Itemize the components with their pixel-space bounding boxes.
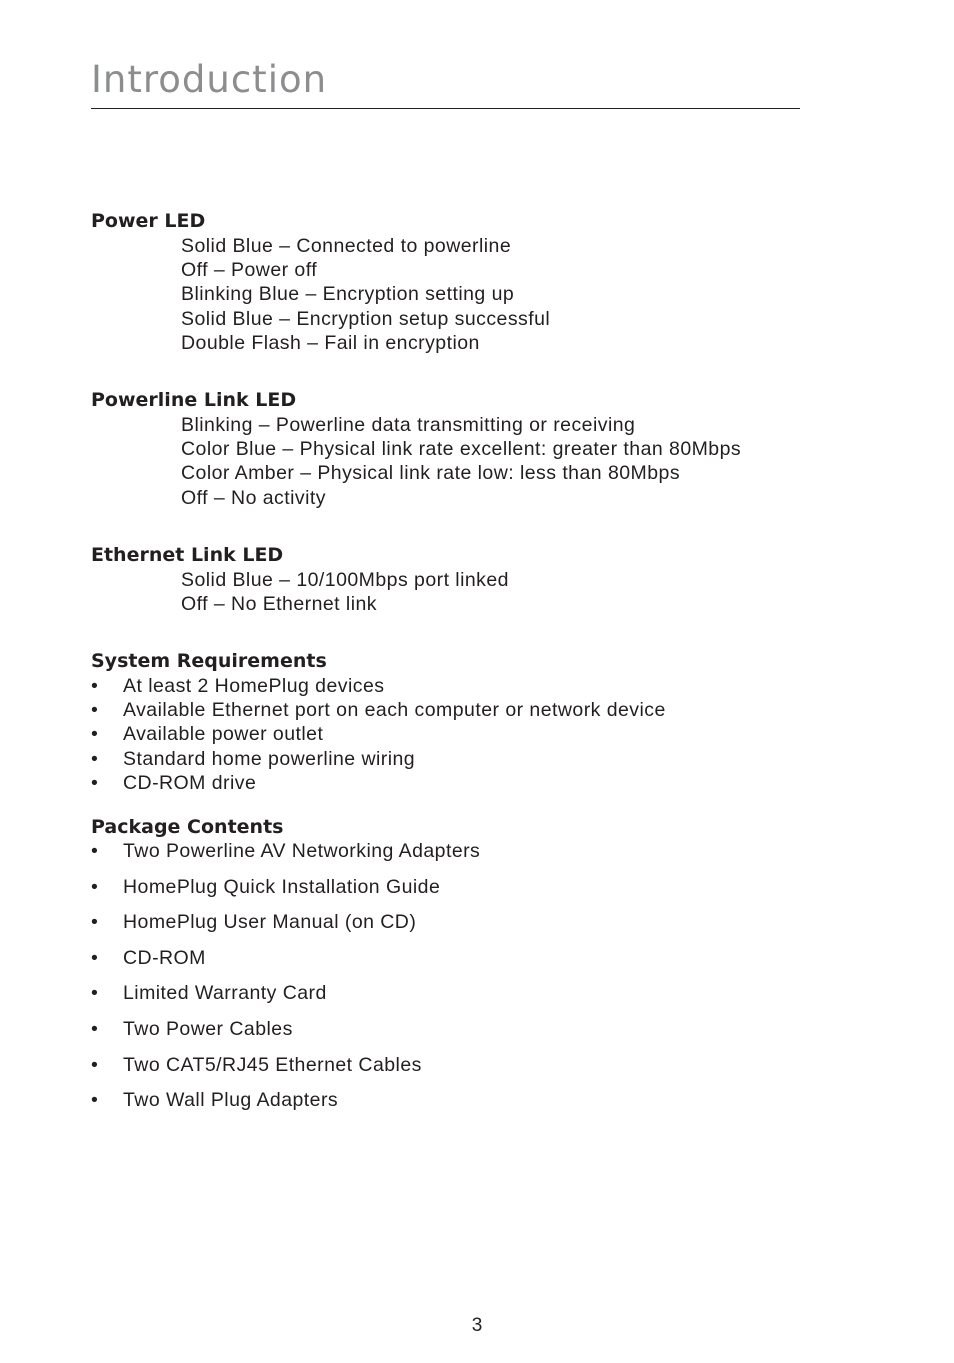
section-heading-system-requirements: System Requirements <box>91 650 327 672</box>
list-item-text: Two Power Cables <box>123 1017 293 1040</box>
package-contents-section <box>91 814 831 1119</box>
list-item <box>91 1012 831 1048</box>
list-item: Off – No activity <box>181 486 326 509</box>
bullet-icon: • <box>91 1089 99 1112</box>
list-item-text: At least 2 HomePlug devices <box>123 675 385 697</box>
bullet-icon: • <box>91 1053 99 1076</box>
list-item <box>91 1048 831 1084</box>
bullet-icon: • <box>91 946 99 969</box>
page-title: Introduction <box>91 58 328 101</box>
list-item <box>91 722 831 746</box>
list-item-text: CD-ROM <box>123 946 206 969</box>
section-heading-ethernet-link-led: Ethernet Link LED <box>91 544 284 566</box>
list-item-text: Available Ethernet port on each computer or network device <box>123 699 666 722</box>
list-item-text: CD-ROM drive <box>123 771 257 794</box>
section-heading-power-led: Power LED <box>91 210 206 232</box>
list-item: Off – No Ethernet link <box>181 593 377 616</box>
list-item-text: HomePlug User Manual (on CD) <box>123 911 417 934</box>
list-item: Color Blue – Physical link rate excellent: greater than 80Mbps <box>181 438 742 461</box>
list-item: Double Flash – Fail in encryption <box>181 331 480 354</box>
powerline-link-led-section <box>91 387 831 510</box>
page-number: 3 <box>471 1315 483 1336</box>
list-item-text: Available power outlet <box>123 723 324 746</box>
bullet-icon: • <box>91 723 99 746</box>
list-item-text: Two Powerline AV Networking Adapters <box>123 840 481 862</box>
list-item <box>91 870 831 906</box>
ethernet-link-led-list <box>91 568 831 616</box>
ethernet-link-led-section <box>91 542 831 616</box>
bullet-icon: • <box>91 1017 99 1040</box>
bullet-icon: • <box>91 875 99 898</box>
list-item-text: Two Wall Plug Adapters <box>123 1089 339 1112</box>
list-item-text: HomePlug Quick Installation Guide <box>123 875 441 898</box>
powerline-link-led-list <box>91 413 831 510</box>
bullet-icon: • <box>91 840 99 862</box>
list-item <box>91 834 831 870</box>
list-item: Solid Blue – Connected to powerline <box>181 235 512 257</box>
title-divider <box>91 108 800 109</box>
bullet-icon: • <box>91 982 99 1005</box>
list-item: Solid Blue – 10/100Mbps port linked <box>181 569 509 591</box>
list-item <box>91 905 831 941</box>
list-item-text: Limited Warranty Card <box>123 982 327 1005</box>
list-item <box>91 976 831 1012</box>
system-requirements-section <box>91 648 831 795</box>
list-item <box>91 698 831 722</box>
section-heading-package-contents: Package Contents <box>91 816 284 838</box>
bullet-icon: • <box>91 747 99 770</box>
list-item: Off – Power off <box>181 259 318 282</box>
list-item <box>91 747 831 771</box>
list-item <box>91 1083 831 1119</box>
bullet-icon: • <box>91 675 99 697</box>
system-requirements-list <box>91 674 831 795</box>
package-contents-list <box>91 834 831 1119</box>
list-item <box>91 771 831 795</box>
bullet-icon: • <box>91 911 99 934</box>
power-led-list <box>91 234 831 355</box>
list-item: Solid Blue – Encryption setup successful <box>181 307 551 330</box>
list-item-text: Standard home powerline wiring <box>123 747 416 770</box>
section-heading-powerline-link-led: Powerline Link LED <box>91 389 297 411</box>
bullet-icon: • <box>91 699 99 722</box>
power-led-section <box>91 208 831 355</box>
list-item: Blinking – Powerline data transmitting or receiving <box>181 414 636 436</box>
list-item <box>91 941 831 977</box>
list-item-text: Two CAT5/RJ45 Ethernet Cables <box>123 1053 422 1076</box>
list-item <box>91 674 831 698</box>
list-item: Color Amber – Physical link rate low: less than 80Mbps <box>181 462 681 485</box>
list-item: Blinking Blue – Encryption setting up <box>181 283 515 306</box>
bullet-icon: • <box>91 771 99 794</box>
